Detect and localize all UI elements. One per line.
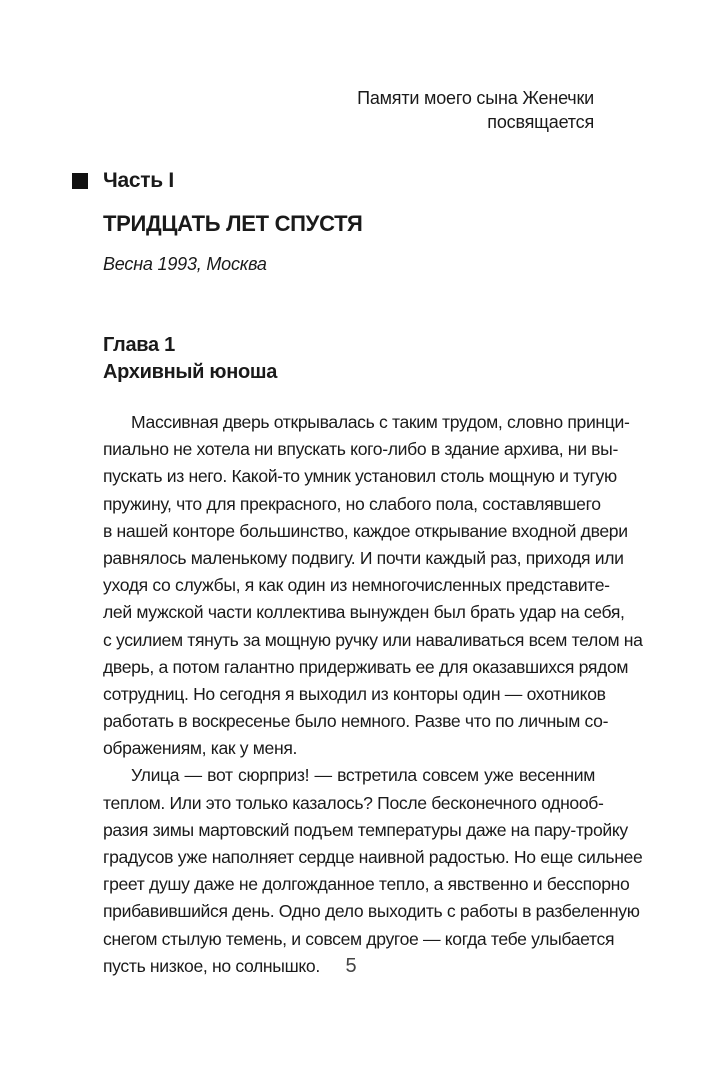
text-line: теплом. Или это только казалось? После бесконечного однооб- [103,792,604,813]
text-line: снегом стылую темень, и совсем другое — когда тебе улыбается [103,928,615,949]
text-line: пружину, что для прекрасного, но слабого пола, составлявшего [103,493,601,514]
page-number: 5 [345,955,357,977]
text-line: дверь, а потом галантно придерживать ее для оказавшихся рядом [103,656,629,677]
section-title: ТРИДЦАТЬ ЛЕТ СПУСТЯ [103,211,363,236]
body-text [103,409,643,980]
text-line: ображениям, как у меня. [103,738,298,759]
text-line: греет душу даже не долгожданное тепло, а явственно и бесспорно [103,874,630,895]
part-title: Часть I [103,169,174,192]
dedication-line: посвящается [487,112,594,132]
text-line: работать в воскресенье было немного. Разве что по личным со- [103,711,609,732]
text-line: с усилием тянуть за мощную ручку или наваливаться всем телом на [103,629,643,650]
text-line: уходя со службы, я как один из немногочисленных представите- [103,575,610,596]
text-line: Улица — вот сюрприз! — встретила совсем уже весенним [131,765,595,786]
text-line: сотрудниц. Но сегодня я выходил из конторы один — охотников [103,683,606,704]
text-line: пиально не хотела ни впускать кого-либо в здание архива, ни вы- [103,439,618,460]
text-line: Массивная дверь открывалась с таким трудом, словно принци- [131,412,630,432]
section-subtitle: Весна 1993, Москва [103,254,267,274]
text-line: лей мужской части коллектива вынужден был брать удар на себя, [103,602,625,623]
text-line: в нашей конторе большинство, каждое открывание входной двери [103,520,628,541]
chapter-title: Архивный юноша [103,361,278,383]
dedication [357,86,594,134]
text-line: пусть низкое, но солнышко. [103,955,320,976]
square-bullet-icon [72,173,88,189]
chapter-number: Глава 1 [103,334,175,356]
text-line: прибавившийся день. Одно дело выходить с работы в разбеленную [103,901,640,922]
text-line: градусов уже наполняет сердце наивной радостью. Но еще сильнее [103,847,643,867]
part-heading [72,167,174,195]
text-line: пускать из него. Какой-то умник установил столь мощную и тугую [103,466,617,487]
text-line: равнялось маленькому подвигу. И почти каждый раз, приходя или [103,547,624,568]
dedication-line: Памяти моего сына Женечки [357,88,594,108]
text-line: разия зимы мартовский подъем температуры даже на пару-тройку [103,819,628,840]
